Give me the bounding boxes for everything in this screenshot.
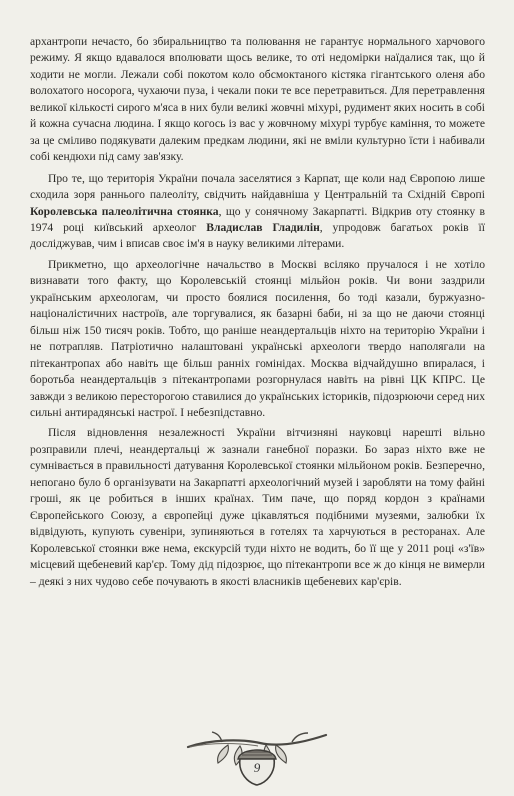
paragraph-2	[30, 171, 485, 253]
page-number: 9	[253, 760, 261, 775]
paragraph-1	[30, 34, 485, 166]
text-run: архантропи нечасто, бо збиральництво та полювання не гарантує нормального харчового режиму. Я якщо вдавалося вполювати щось велике, то оті недомірки наїдалися так, що й ходити не могли. Лежали собі покотом коло обсмоктаного кістяка гігантського оленя або волохатого носорога, чухаючи пуза, і чекали поки те все перетравиться. Для перетравлення великої кількості сирого м'яса в них були великі жовчні міхурі, рудимент яких носить в собі й кожна сучасна людина. І якщо когось із вас у жовчному міхурі турбує каміння, то можете за це сміливо подякувати далеким предкам людини, які не вміли культурно їсти і набивали собі кендюхи під саму зав'язку.	[30, 35, 485, 164]
text-run: , що у сонячному Закарпатті. Відкрив оту стоянку в 1974 році київський археолог	[30, 204, 485, 234]
text-run: Про те, що територія України почала заселятися з Карпат, ще коли над Європою лише сходила зоря раннього палеоліту, свідчить найдавніша у Центральній та Східній Європі	[30, 171, 485, 202]
bold-phrase: Королевська палеолітична стоянка	[30, 204, 219, 218]
paragraph-4	[30, 425, 485, 590]
text-run: , упродовж багатьох років її досліджував, чим і вписав своє ім'я в науку великими літерами.	[30, 220, 485, 251]
paragraph-3	[30, 257, 485, 422]
bold-phrase: Владислав Гладилін	[206, 220, 320, 234]
acorn-branch-ornament-icon	[182, 725, 332, 787]
body-text	[30, 34, 485, 590]
text-run: Після відновлення незалежності України вітчизняні науковці нарешті вільно розправили плечі, неандертальці ж зазнали ганебної поразки. Бо зараз ніхто вже не сумнівається в правильності датування Королевської стоянки мільйоном років. Безперечно, непогано було б організувати на Закарпатті археологічний музей і заробляти на тому файні гроші, як це робиться в інших країнах. Тим паче, що поряд кордон з країнами Європейського Союзу, а європейці дуже цікавляться подібними музеями, залюбки їх відвідують, купують сувеніри, зупиняються в готелях та харчуються в ресторанах. Але Королевської стоянки вже нема, екскурсій туди ніхто не водить, бо її ще у 2011 році «з'їв» місцевий щебеневий кар'єр. Тому дід підозрює, що пітекантропи все ж до кінця не вимерли – деякі з них чудово себе почувають в якості власників щебеневих кар'єрів.	[30, 426, 485, 588]
text-run: Прикметно, що археологічне начальство в Москві всіляко пручалося і не хотіло визнавати того факту, що Королевській стоянці мільйон років. Чи вони заздрили українським археологам, чи просто боялися посилення, бо тоді казали, буржуазно-націоналістичних настроїв, але торгувалися, як базарні баби, ні за що не даючи стоянці більш ніж 150 тисяч років. Тобто, що раніше неандертальців ніхто на територію України і не потрапляв. Патріотично налаштовані українські археологи твердо наполягали на пітекантропах або навіть ще більш ранніх гомінідах. Москва відчайдушно впиралася, і боротьба неандертальців з пітекантропами розгорнулася навіть на рівні ЦК КПРС. Це завжди з великою пересторогою ставилися до українських істориків, підозрюючи серед них сильні антирадянські настрої. І небезпідставно.	[30, 257, 485, 419]
